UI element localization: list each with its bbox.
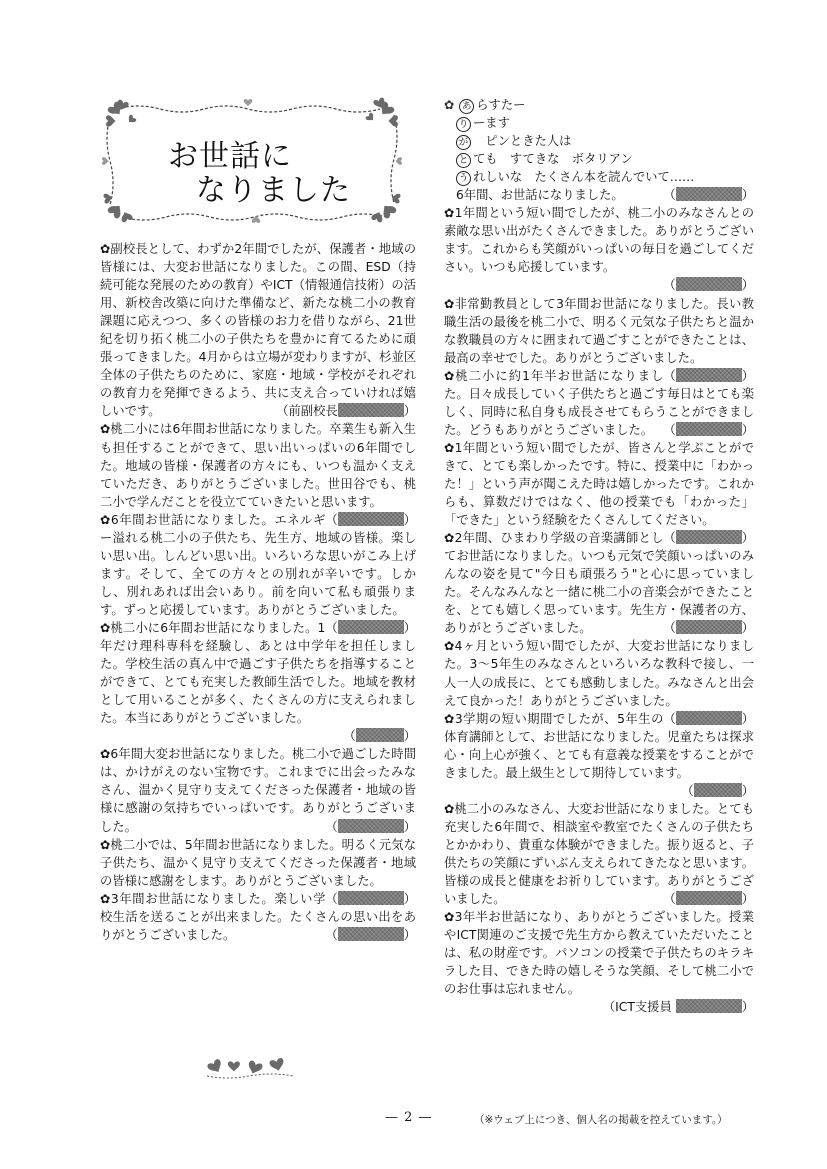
acrostic-text: らすたー: [476, 98, 526, 112]
signature-open: （: [663, 368, 676, 383]
signature-close: ）: [741, 892, 754, 907]
signature-open: （: [663, 892, 676, 907]
message-entry: [100, 240, 416, 420]
acrostic-text: ピンときた人は: [473, 134, 572, 149]
signature-open: （: [663, 278, 676, 293]
acrostic-poem: [444, 96, 754, 204]
acrostic-text: ても すてきな ボタリアン: [473, 152, 633, 167]
signature: [325, 818, 416, 836]
signature: [663, 710, 754, 728]
signature-close: ）: [741, 621, 754, 636]
redacted-name: [676, 711, 742, 725]
acrostic-row: [444, 168, 754, 186]
message-entry: [100, 836, 416, 906]
left-column: [100, 240, 416, 944]
message-text: ✿3学期の短い期間でしたが、5年生の体育講師として、お世話になりました。児童たちは探求心・向上心が強く、とても有意義な授業をすることができました。最上級生として期待しています。: [444, 711, 754, 780]
acrostic-closing-row: [444, 186, 754, 204]
redacted-name: [676, 422, 742, 436]
redacted-name: [338, 512, 404, 526]
signature-close: ）: [741, 531, 754, 546]
redacted-name: [356, 728, 404, 742]
signature-close: ）: [403, 729, 416, 744]
signature-open: （ICT支援員: [602, 1000, 672, 1015]
signature-open: （: [663, 188, 676, 203]
signature: [325, 926, 416, 944]
signature-open: （: [663, 621, 676, 636]
message-entry: [444, 637, 754, 726]
signature-open: （: [325, 927, 338, 942]
acrostic-initial: う: [456, 171, 471, 186]
redacted-name: [676, 187, 742, 201]
message-text: ✿1年間という短い間でしたが、皆さんと学ぶことができて、とても楽しかったです。特に、授業中に「わかった！」という声が聞こえた時は嬉しかったです。これからも、算数だけではなく、他の授業でも「わかった」「できた」という経験をたくさんしてください。: [444, 440, 754, 528]
signature-close: ）: [741, 278, 754, 293]
signature: [663, 890, 754, 908]
signature: [444, 998, 754, 1016]
message-text: ✿桃二小に約1年半お世話になりました。日々成長していく子供たちと過ごす毎日はとても楽しく、同時に私自身も成長させてもらうことができました。どうもありがとうございました。: [444, 368, 754, 437]
signature-open: （: [325, 891, 338, 906]
signature-close: ）: [403, 512, 416, 527]
acrostic-closing: 6年間、お世話になりました。: [456, 188, 624, 203]
redacted-name: [338, 891, 404, 905]
signature-close: ）: [403, 404, 416, 419]
signature-close: ）: [741, 188, 754, 203]
redacted-name: [338, 403, 404, 417]
acrostic-row: [444, 96, 754, 114]
redacted-name: [676, 530, 742, 544]
message-entry: [100, 420, 416, 527]
acrostic-row: [444, 114, 754, 132]
acrostic-row: [444, 150, 754, 168]
title-frame: [98, 95, 408, 227]
redacted-name: [676, 368, 742, 382]
message-entry: [100, 745, 416, 835]
message-text: ✿4ヶ月という短い間でしたが、大変お世話になりました。3〜5年生のみなさんといろいろな教科で接し、一人一人の成長に、とても感動しました。みなさんと出会えて良かった！ありがとうございました。: [444, 639, 754, 708]
redacted-name: [676, 891, 742, 905]
signature: [663, 421, 754, 439]
signature: [325, 511, 416, 529]
signature-open: （: [663, 531, 676, 546]
signature-close: ）: [403, 927, 416, 942]
message-text: ✿1年間という短い間でしたが、桃二小のみなさんとの素敵な思い出がたくさんできました。ありがとうございます。これからも笑顔がいっぱいの毎日を過ごしてください。いつも応援しています。: [444, 206, 754, 275]
message-text: ✿6年間大変お世話になりました。桃二小で過ごした時間は、かけがえのない宝物です。これまでに出会ったみなさん、温かく見守り支えてくださった保護者・地域の皆様に感謝の気持ちでいっぱいです。ありがとうございました。: [100, 747, 416, 834]
redacted-name: [676, 620, 742, 634]
signature-close: ）: [741, 422, 754, 437]
signature: [663, 529, 754, 547]
redacted-name: [338, 620, 404, 634]
signature: [444, 276, 754, 294]
message-text: ✿桃二小では、5年間お世話になりました。明るく元気な子供たち、温かく見守り支えてくださった保護者・地域の皆様に感謝をします。ありがとうございました。: [100, 837, 416, 888]
signature-open: （: [325, 819, 338, 834]
signature: [276, 402, 416, 420]
message-text: ✿3年間お世話になりました。楽しい学校生活を送ることが出来ました。たくさんの思い出をありがとうございました。: [100, 891, 416, 942]
message-entry: [444, 295, 754, 383]
signature-close: ）: [741, 368, 754, 383]
right-column: [444, 96, 754, 1016]
message-text: ✿非常勤教員として3年間お世話になりました。長い教職生活の最後を桃二小で、明るく元気な子供たちと温かな教職員の方々に囲まれて過ごすことができたことは、最高の幸せでした。ありがとうございました。: [444, 296, 754, 365]
acrostic-text: れしいな たくさん本を読んでいて……: [473, 170, 695, 185]
redacted-name: [694, 783, 742, 797]
message-text: ✿2年間、ひまわり学級の音楽講師としてお世話になりました。いつも元気で笑顔いっぱいのみんなの姿を見て"今日も頑張ろう"と心に思っていました。そんなみんなと一緒に桃二小の音楽会ができたことを、とても嬉しく思っています。先生方・保護者の方、ありがとうございました。: [444, 531, 754, 636]
acrostic-initial: が: [456, 135, 471, 150]
signature: [663, 367, 754, 385]
signature-open: （: [681, 783, 694, 798]
signature: [100, 727, 416, 745]
signature-open: （: [325, 512, 338, 527]
redacted-name: [338, 927, 404, 941]
signature-close: ）: [741, 783, 754, 798]
message-text: ✿6年間お世話になりました。エネルギー溢れる桃二小の子供たち、先生方、地域の皆様。楽しい思い出。しんどい思い出。いろいろな思いがこみ上げます。そして、全ての方々との別れが辛いです。しかし、別れあれば出会いあり。前を向いて私も頑張ります。ずっと応援しています。ありがとうございました。: [100, 512, 416, 617]
signature: [444, 782, 754, 800]
acrostic-initial: と: [456, 153, 471, 168]
signature-close: ）: [741, 1000, 754, 1015]
signature-open: （: [663, 711, 676, 726]
message-text: ✿桃二小のみなさん、大変お世話になりました。とても充実した6年間で、相談室や教室でたくさんの子供たちとかかわり、貴重な体験ができました。振り返ると、子供たちの笑顔にずいぶん支えられてきたなと思います。皆様の成長と健康をお祈りしています。ありがとうございました。: [444, 801, 754, 907]
signature-close: ）: [403, 819, 416, 834]
message-entry: [444, 439, 754, 546]
message-text: ✿桃二小には6年間お世話になりました。卒業生も新入生も担任することができて、思い出いっぱいの6年間でした。地域の皆様・保護者の方々にも、いつも温かく支えていただき、ありがとうございました。世田谷でも、桃二小で学んだことを役立てていきたいと思います。: [100, 422, 416, 509]
page-title-line-1: お世話に: [168, 139, 292, 174]
signature: [663, 186, 754, 204]
flower-bullet-icon: ✿: [444, 98, 455, 112]
acrostic-text: ーます: [473, 116, 510, 131]
signature-open: （: [325, 620, 338, 635]
message-text: ✿副校長として、わずか2年間でしたが、保護者・地域の皆様には、大変お世話になりました。この間、ESD（持続可能な発展のための教育）やICT（情報通信技術）の活用、新校舎改築に向けた準備など、新たな桃二小の教育課題に応えつつ、多くの皆様のお力を借りながら、21世紀を切り拓く桃二小の子供たちを豊かに育てるために頑張ってきました。4月からは立場が変わりますが、杉並区全体の子供たちのために、家庭・地域・学校がそれぞれの教育力を発揮できるよう、共に支え合っていければ嬉しいです。: [100, 242, 416, 419]
signature-close: ）: [403, 620, 416, 635]
signature: [663, 619, 754, 637]
acrostic-row: [444, 132, 754, 150]
message-entry: [444, 204, 754, 276]
page-number: — 2 —: [385, 1110, 433, 1125]
message-text: ✿桃二小に6年間お世話になりました。1年だけ理科専科を経験し、あとは中学年を担任しました。学校生活の真ん中で過ごす子供たちを指導することができて、とても充実した教師生活でした。地域を教材として用いることが多く、たくさんの方に支えられました。本当にありがとうございました。: [100, 620, 416, 726]
page-title-line-2: なりました: [196, 173, 351, 208]
signature-close: ）: [403, 891, 416, 906]
redacted-name: [676, 277, 742, 291]
signature: [325, 890, 416, 908]
signature-open: （: [663, 422, 676, 437]
signature: [325, 619, 416, 637]
signature-open: （前副校長: [276, 404, 338, 419]
acrostic-initial: り: [456, 117, 471, 132]
signature-close: ）: [741, 711, 754, 726]
message-text: ✿3年半お世話になり、ありがとうございました。授業やICT関連のご支援で先生方から教えていただいたことは、私の財産です。パソコンの授業で子供たちのキラキラした目、できた時の嬉しそうな笑顔、そして桃二小でのお仕事は忘れません。: [444, 910, 754, 997]
redacted-name: [338, 819, 404, 833]
acrostic-initial: あ: [459, 99, 474, 114]
privacy-note: （※ウェブ上につき、個人名の掲載を控えています。）: [474, 1114, 728, 1126]
signature-open: （: [343, 729, 356, 744]
message-entry: [444, 800, 754, 908]
redacted-name: [676, 999, 742, 1013]
heart-ornament-icon: [205, 1052, 295, 1082]
message-entry: [444, 908, 754, 998]
